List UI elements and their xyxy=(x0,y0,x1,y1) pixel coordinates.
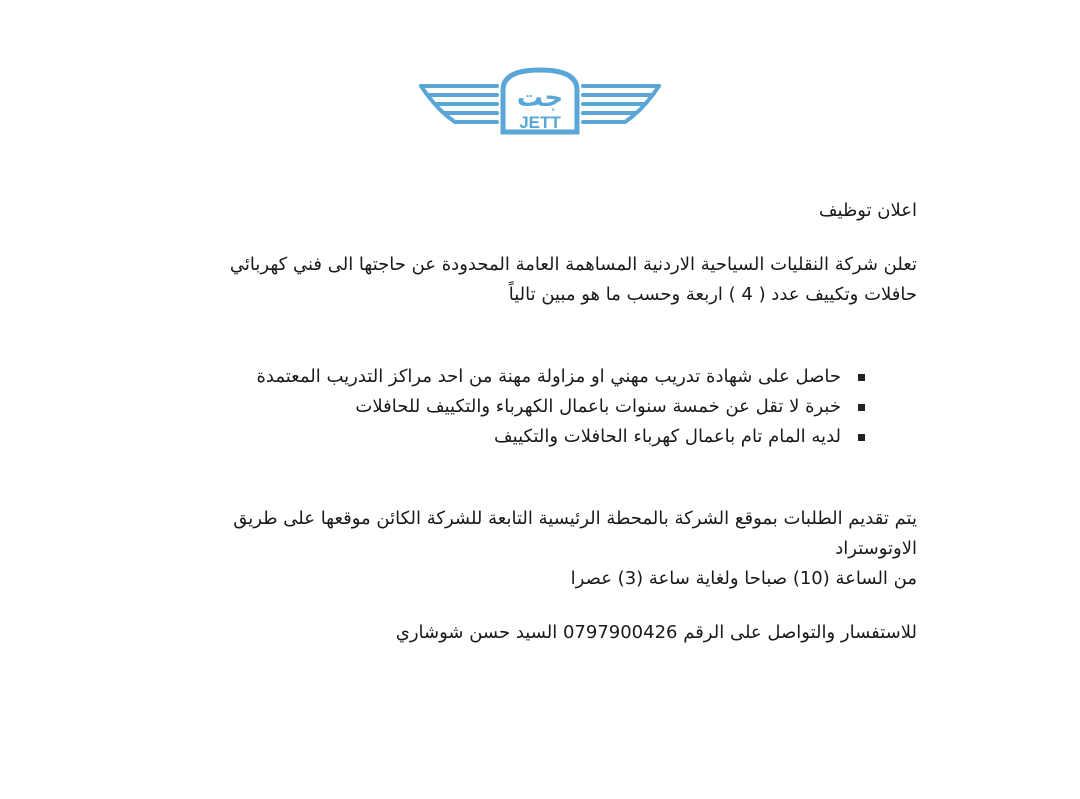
requirement-text: خبرة لا تقل عن خمسة سنوات باعمال الكهرباء والتكييف للحافلات xyxy=(355,396,841,417)
square-bullet-icon xyxy=(858,374,865,381)
logo-latin-text: JETT xyxy=(519,113,561,132)
square-bullet-icon xyxy=(858,404,865,411)
requirement-text: لديه المام تام باعمال كهرباء الحافلات والتكييف xyxy=(494,426,841,447)
intro-line: حافلات وتكييف عدد ( 4 ) اربعة وحسب ما هو مبين تالياً xyxy=(508,284,917,305)
contact-line: للاستفسار والتواصل على الرقم 0797900426 السيد حسن شوشاري xyxy=(395,622,917,643)
jett-logo xyxy=(415,62,665,144)
requirements-list xyxy=(157,362,917,452)
intro-line: تعلن شركة النقليات السياحية الاردنية المساهمة العامة المحدودة عن حاجتها الى فني كهربائي xyxy=(229,254,917,275)
submission-line: من الساعة (10) صباحا ولغاية ساعة (3) عصرا xyxy=(570,568,917,589)
requirement-item xyxy=(157,392,865,422)
requirement-item xyxy=(157,362,865,392)
logo-arabic-text: جت xyxy=(516,83,564,113)
job-advertisement xyxy=(157,196,917,648)
ad-heading: اعلان توظيف xyxy=(818,200,917,221)
submission-paragraph xyxy=(157,504,917,594)
submission-line: يتم تقديم الطلبات بموقع الشركة بالمحطة الرئيسية التابعة للشركة الكائن موقعها على طريق الاوتوستراد xyxy=(233,508,917,559)
square-bullet-icon xyxy=(858,434,865,441)
intro-paragraph xyxy=(157,250,917,310)
requirement-item xyxy=(157,422,865,452)
requirement-text: حاصل على شهادة تدريب مهني او مزاولة مهنة من احد مراكز التدريب المعتمدة xyxy=(256,366,841,387)
